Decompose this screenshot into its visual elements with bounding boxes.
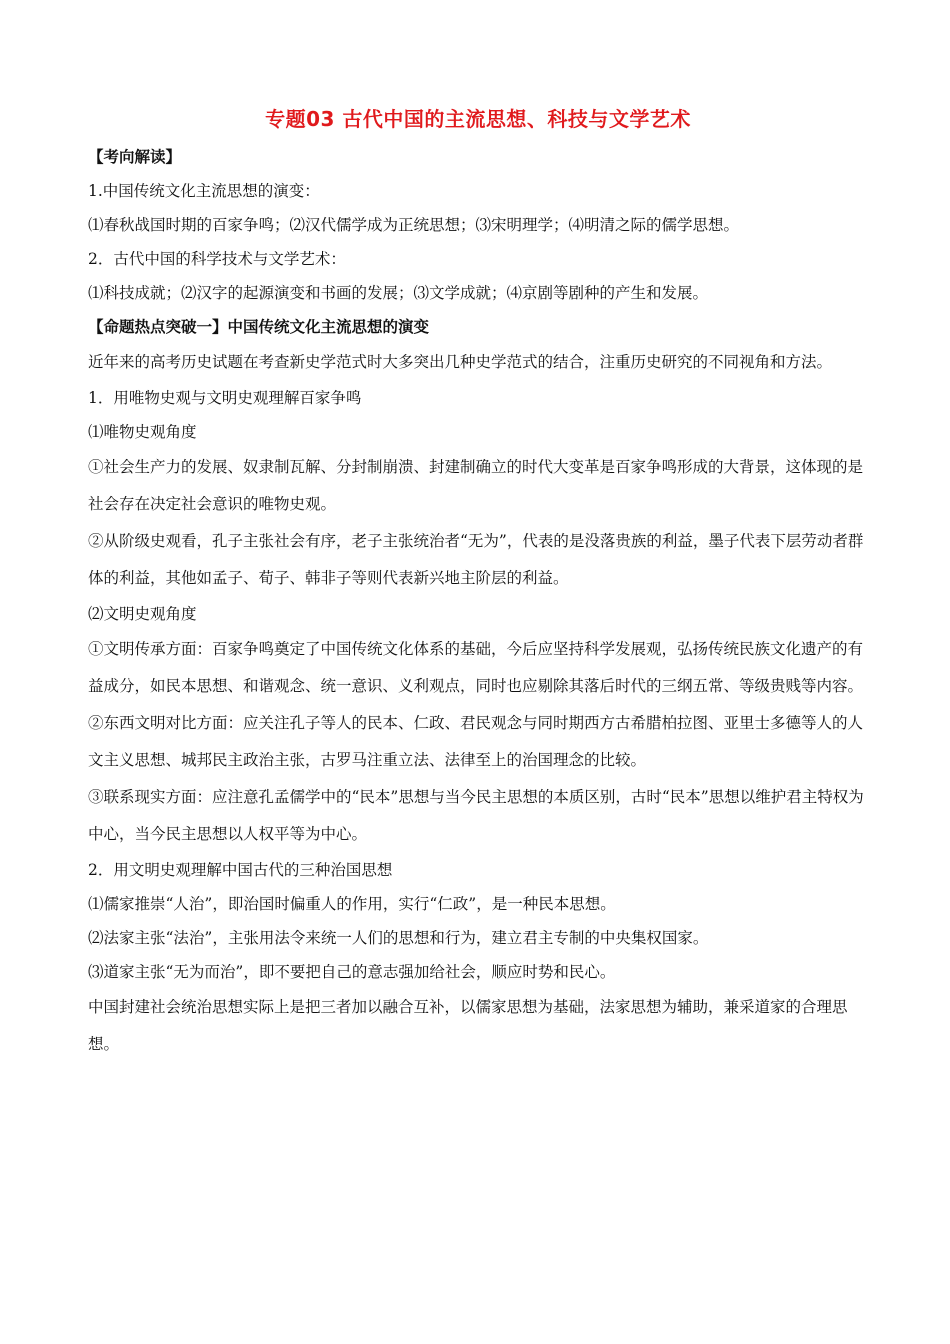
body-paragraph: ①社会生产力的发展、奴隶制瓦解、分封制崩溃、封建制确立的时代大变革是百家争鸣形成的大背景，这体现的是社会存在决定社会意识的唯物史观。	[88, 458, 864, 513]
body-paragraph: ⑵文明史观角度	[88, 605, 197, 623]
body-paragraph: ⑴儒家推崇“人治”，即治国时偏重人的作用，实行“仁政”，是一种民本思想。	[88, 895, 616, 913]
document-page	[88, 104, 868, 1063]
body-paragraph: ⑵法家主张“法治”，主张用法令来统一人们的思想和行为，建立君主专制的中央集权国家。	[88, 929, 709, 947]
body-paragraph: ⑴春秋战国时期的百家争鸣；⑵汉代儒学成为正统思想；⑶宋明理学；⑷明清之际的儒学思想。	[88, 216, 740, 234]
body-paragraph: 中国封建社会统治思想实际上是把三者加以融合互补，以儒家思想为基础，法家思想为辅助，兼采道家的合理思想。	[88, 998, 848, 1053]
body-paragraph: ③联系现实方面：应注意孔孟儒学中的“民本”思想与当今民主思想的本质区别，古时“民本”思想以维护君主特权为中心，当今民主思想以人权平等为中心。	[88, 788, 864, 843]
document-title: 专题03 古代中国的主流思想、科技与文学艺术	[265, 107, 691, 131]
section-heading: 【命题热点突破一】中国传统文化主流思想的演变	[88, 318, 430, 336]
body-paragraph: ②东西文明对比方面：应关注孔子等人的民本、仁政、君民观念与同时期西方古希腊柏拉图、亚里士多德等人的人文主义思想、城邦民主政治主张，古罗马注重立法、法律至上的治国理念的比较。	[88, 714, 864, 769]
body-paragraph: 1.中国传统文化主流思想的演变：	[88, 182, 320, 200]
body-paragraph: 2．古代中国的科学技术与文学艺术：	[88, 250, 346, 268]
body-paragraph: ②从阶级史观看，孔子主张社会有序，老子主张统治者“无为”，代表的是没落贵族的利益，墨子代表下层劳动者群体的利益，其他如孟子、荀子、韩非子等则代表新兴地主阶层的利益。	[88, 532, 864, 587]
body-paragraph: ⑴科技成就；⑵汉字的起源演变和书画的发展；⑶文学成就；⑷京剧等剧种的产生和发展。	[88, 284, 709, 302]
section-heading: 【考向解读】	[88, 148, 182, 166]
body-paragraph: 2．用文明史观理解中国古代的三种治国思想	[88, 861, 393, 879]
body-paragraph: 1．用唯物史观与文明史观理解百家争鸣	[88, 389, 362, 407]
document-body	[88, 140, 868, 1063]
body-paragraph: ⑴唯物史观角度	[88, 423, 197, 441]
body-paragraph: 近年来的高考历史试题在考查新史学范式时大多突出几种史学范式的结合，注重历史研究的不同视角和方法。	[88, 353, 833, 371]
body-paragraph: ⑶道家主张“无为而治”，即不要把自己的意志强加给社会，顺应时势和民心。	[88, 963, 616, 981]
body-paragraph: ①文明传承方面：百家争鸣奠定了中国传统文化体系的基础，今后应坚持科学发展观，弘扬传统民族文化遗产的有益成分，如民本思想、和谐观念、统一意识、义利观点，同时也应剔除其落后时代的三纲五常、等级贵贱等内容。	[88, 640, 864, 695]
